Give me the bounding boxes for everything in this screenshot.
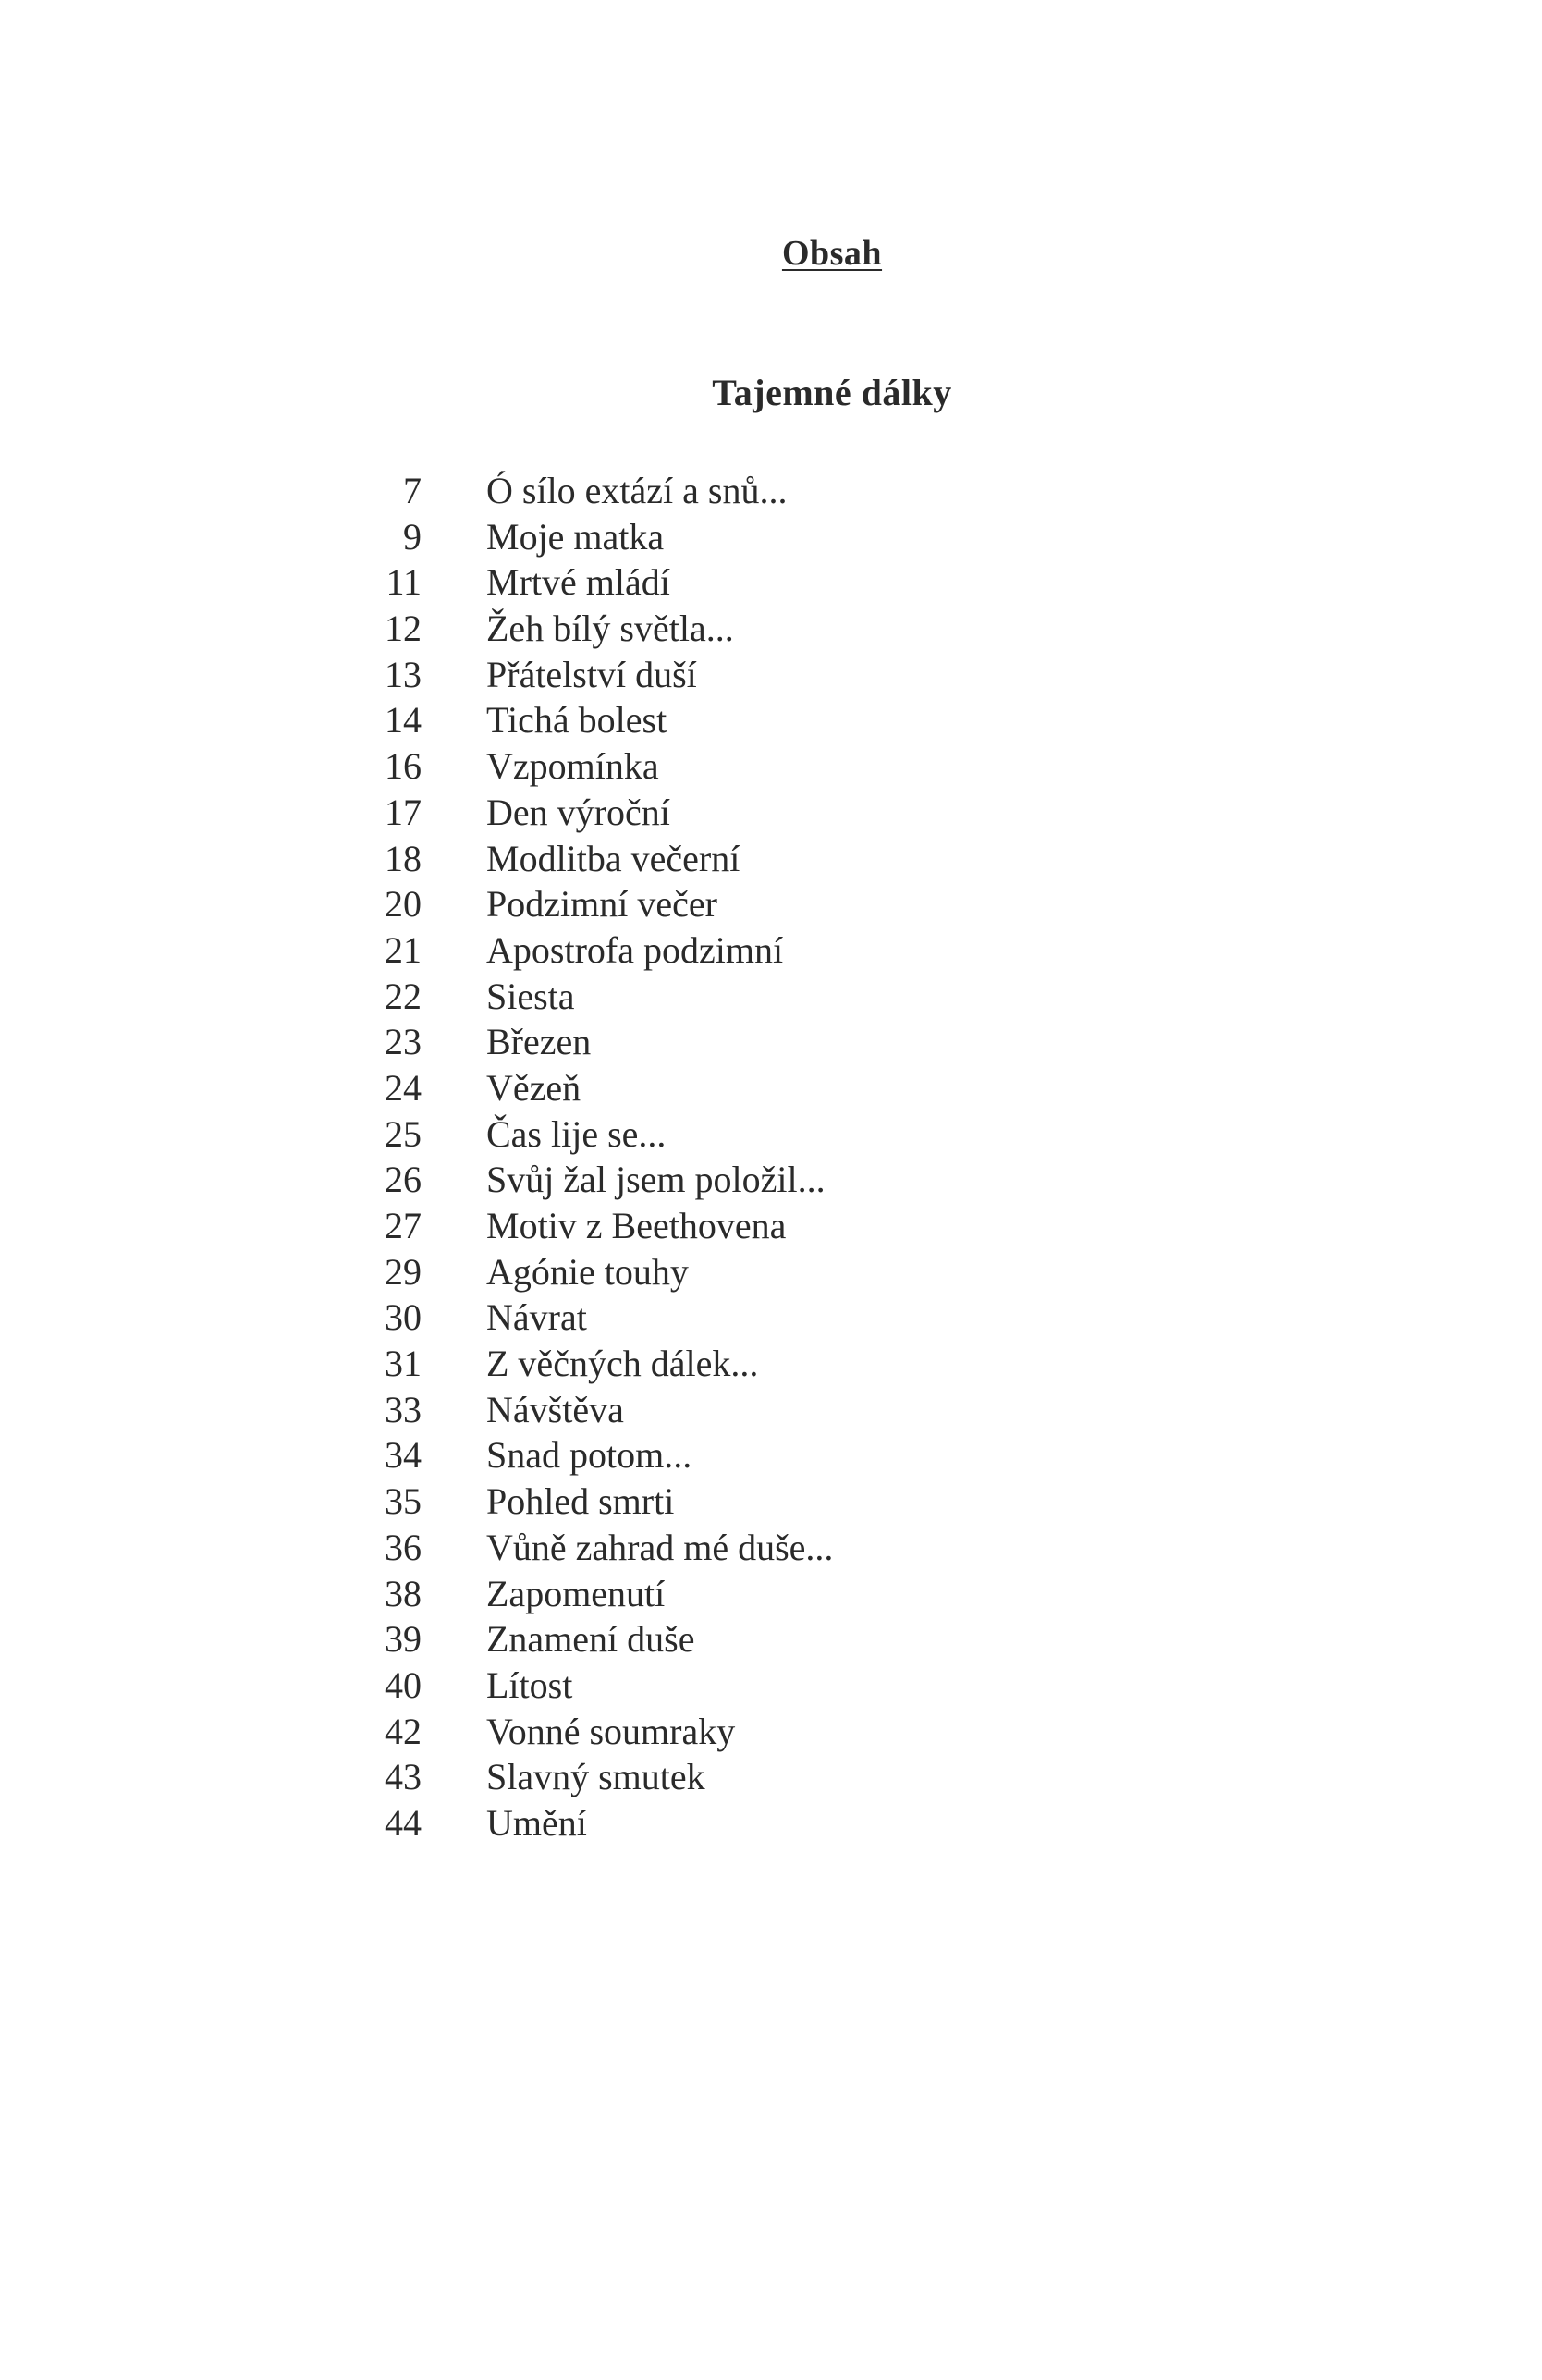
toc-entry <box>351 974 833 1020</box>
toc-page-number: 35 <box>385 1480 422 1523</box>
toc-entry <box>351 836 833 882</box>
page-title: Obsah <box>781 234 883 273</box>
toc-entry-title: Přátelství duší <box>486 653 697 695</box>
toc-entry <box>351 1203 833 1249</box>
toc-entry-title: Zapomenutí <box>486 1572 666 1614</box>
toc-page-number: 7 <box>403 470 422 511</box>
toc-page-number: 42 <box>385 1710 422 1752</box>
toc-entry <box>351 1249 833 1295</box>
toc-entry <box>351 606 833 652</box>
toc-entry-title: Ó sílo extází a snů... <box>486 470 788 511</box>
table-of-contents <box>351 468 833 1846</box>
toc-page-number: 17 <box>385 791 422 833</box>
toc-entry-title: Tichá bolest <box>486 699 667 742</box>
toc-entry <box>351 514 833 560</box>
toc-entry <box>351 1387 833 1433</box>
toc-entry-title: Agónie touhy <box>486 1250 689 1293</box>
toc-entry-title: Vonné soumraky <box>486 1710 736 1752</box>
toc-entry-title: Vězeň <box>486 1066 581 1109</box>
toc-entry-title: Vzpomínka <box>486 745 659 788</box>
toc-entry <box>351 1709 833 1755</box>
toc-entry-title: Apostrofa podzimní <box>486 928 784 971</box>
toc-page-number: 30 <box>385 1296 422 1339</box>
toc-entry-title: Umění <box>486 1801 587 1844</box>
toc-page-number: 12 <box>385 607 422 650</box>
toc-page-number: 39 <box>385 1618 422 1661</box>
toc-page-number: 24 <box>385 1066 422 1109</box>
toc-entry-title: Podzimní večer <box>486 883 717 926</box>
toc-entry <box>351 1065 833 1111</box>
toc-page-number: 43 <box>385 1756 422 1798</box>
toc-page-number: 36 <box>385 1526 422 1568</box>
toc-page-number: 23 <box>385 1021 422 1063</box>
toc-entry <box>351 1478 833 1525</box>
toc-entry <box>351 743 833 790</box>
toc-entry <box>351 1294 833 1341</box>
toc-page-number: 40 <box>385 1663 422 1706</box>
toc-page-number: 29 <box>385 1250 422 1293</box>
toc-entry <box>351 1019 833 1065</box>
toc-entry-title: Z věčných dálek... <box>486 1343 759 1385</box>
section-heading: Tajemné dálky <box>712 372 952 413</box>
toc-entry-title: Pohled smrti <box>486 1480 675 1523</box>
toc-entry <box>351 1525 833 1571</box>
toc-entry-title: Svůj žal jsem položil... <box>486 1159 826 1201</box>
toc-entry <box>351 697 833 743</box>
toc-page-number: 13 <box>385 653 422 695</box>
toc-page-number: 21 <box>385 928 422 971</box>
toc-entry <box>351 1432 833 1478</box>
toc-entry-title: Čas lije se... <box>486 1112 667 1155</box>
toc-entry <box>351 1754 833 1800</box>
toc-page-number: 22 <box>385 975 422 1017</box>
toc-entry-title: Slavný smutek <box>486 1756 705 1798</box>
toc-entry-title: Znamení duše <box>486 1618 695 1661</box>
toc-entry <box>351 468 833 514</box>
toc-page-number: 9 <box>403 515 422 558</box>
toc-entry <box>351 1800 833 1846</box>
toc-entry <box>351 559 833 606</box>
toc-entry-title: Motiv z Beethovena <box>486 1205 787 1246</box>
toc-entry <box>351 881 833 927</box>
toc-page-number: 27 <box>385 1205 422 1246</box>
toc-page-number: 16 <box>385 745 422 788</box>
toc-entry-title: Modlitba večerní <box>486 837 740 879</box>
toc-entry-title: Mrtvé mládí <box>486 561 670 604</box>
toc-page-number: 11 <box>386 561 422 604</box>
toc-page-number: 25 <box>385 1112 422 1155</box>
toc-page-number: 44 <box>385 1801 422 1844</box>
toc-entry-title: Snad potom... <box>486 1434 692 1477</box>
toc-page-number: 33 <box>385 1388 422 1430</box>
toc-entry <box>351 1111 833 1158</box>
toc-entry-title: Návrat <box>486 1296 587 1339</box>
toc-page-number: 38 <box>385 1572 422 1614</box>
toc-entry <box>351 1157 833 1203</box>
toc-entry-title: Lítost <box>486 1663 573 1706</box>
toc-entry-title: Den výroční <box>486 791 670 833</box>
toc-entry <box>351 1341 833 1387</box>
toc-entry-title: Siesta <box>486 975 575 1017</box>
toc-entry-title: Březen <box>486 1021 592 1063</box>
toc-entry-title: Žeh bílý světla... <box>486 607 734 650</box>
toc-page-number: 26 <box>385 1159 422 1201</box>
toc-entry-title: Moje matka <box>486 515 665 558</box>
toc-page-number: 31 <box>385 1343 422 1385</box>
toc-entry <box>351 1662 833 1709</box>
toc-page-number: 20 <box>385 883 422 926</box>
toc-page-number: 18 <box>385 837 422 879</box>
toc-entry <box>351 1571 833 1617</box>
toc-entry-title: Vůně zahrad mé duše... <box>486 1526 834 1568</box>
toc-entry <box>351 790 833 836</box>
toc-entry <box>351 1616 833 1662</box>
toc-entry <box>351 927 833 974</box>
toc-page-number: 14 <box>385 699 422 742</box>
toc-entry-title: Návštěva <box>486 1388 624 1430</box>
toc-entry <box>351 652 833 698</box>
toc-page-number: 34 <box>385 1434 422 1477</box>
